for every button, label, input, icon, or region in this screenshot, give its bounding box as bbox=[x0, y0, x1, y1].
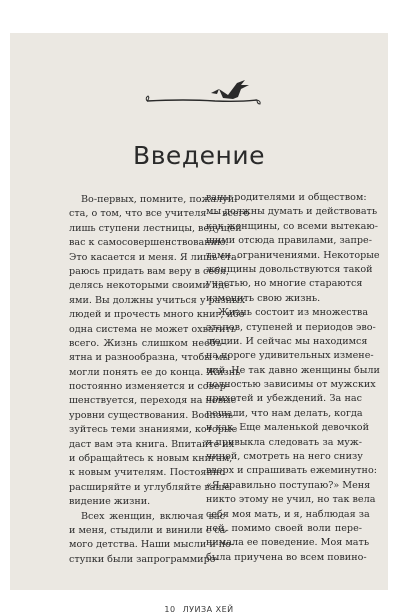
page-number: 10 bbox=[164, 605, 176, 614]
text-line: вверх и спрашивать ежеминутно: bbox=[206, 465, 377, 477]
right-text-column bbox=[206, 191, 380, 565]
text-line: шенствуется, переходя на новые bbox=[69, 395, 237, 407]
text-line: уровни существования. Восполь- bbox=[69, 409, 237, 421]
text-line: Это касается и меня. Я лишь ста- bbox=[69, 251, 240, 263]
text-line: щими отсюда правилами, запре- bbox=[206, 235, 372, 247]
text-line: одна система не может охватить bbox=[69, 323, 236, 335]
text-line: ятна и разнообразна, чтобы мы bbox=[69, 352, 231, 364]
text-line: себя моя мать, и я, наблюдая за bbox=[206, 508, 370, 520]
text-line: мы должны думать и действовать bbox=[206, 206, 378, 218]
text-line: и обращайтесь к новым книгам, bbox=[69, 453, 233, 465]
text-line: как женщины, со всеми вытекаю- bbox=[206, 220, 378, 232]
text-line: вас к самосовершенствованию. bbox=[69, 237, 229, 249]
text-line: чиной, смотреть на него снизу bbox=[206, 451, 363, 463]
text-line: этапов, ступеней и периодов эво- bbox=[206, 321, 376, 333]
page-title: Введение bbox=[133, 141, 265, 170]
text-line: изменить свою жизнь. bbox=[206, 292, 321, 304]
text-line: ступки были запрограммиро- bbox=[69, 553, 219, 565]
text-line: Жизнь состоит из множества bbox=[218, 307, 369, 319]
page-footer bbox=[10, 605, 388, 614]
text-line: раюсь придать вам веру в себя, bbox=[69, 265, 229, 277]
text-line: даст вам эта книга. Впитайте их bbox=[69, 438, 235, 450]
running-author: ЛУИЗА ХЕЙ bbox=[182, 605, 234, 614]
text-line: делясь некоторыми своими иде- bbox=[69, 280, 234, 292]
text-line: люции. И сейчас мы находимся bbox=[206, 335, 368, 347]
text-line: постоянно изменяется и совер- bbox=[69, 381, 230, 393]
text-line: ний. Не так давно женщины были bbox=[206, 364, 380, 376]
text-line: нимала ее поведение. Моя мать bbox=[206, 537, 370, 549]
text-line: решали, что нам делать, когда bbox=[206, 407, 363, 419]
book-page bbox=[10, 33, 388, 614]
text-line: Всех женщин, включая вас bbox=[81, 510, 225, 522]
text-line: прихотей и убеждений. За нас bbox=[206, 393, 362, 405]
text-line: полностью зависимы от мужских bbox=[206, 379, 376, 391]
text-line: мого детства. Наши мысли и по- bbox=[69, 539, 235, 551]
text-line: лишь ступени лестницы, ведущей bbox=[69, 222, 242, 234]
text-line: ями. Вы должны учиться у разных bbox=[69, 294, 246, 306]
text-line: я привыкла следовать за муж- bbox=[206, 436, 362, 448]
swallow-on-branch-icon bbox=[145, 71, 265, 107]
text-line: видение жизни. bbox=[69, 496, 151, 508]
text-line: и как. Еще маленькой девочкой bbox=[206, 422, 369, 434]
text-line: была приучена во всем повино- bbox=[206, 551, 367, 563]
text-line: на пороге удивительных измене- bbox=[206, 350, 374, 362]
text-line: «Я правильно поступаю?» Меня bbox=[206, 479, 371, 491]
left-text-column bbox=[69, 193, 250, 567]
text-line: зуйтесь теми знаниями, которые bbox=[69, 424, 238, 436]
text-line: женщины довольствуются такой bbox=[206, 263, 373, 275]
text-line: и меня, стыдили и винили с са- bbox=[69, 524, 229, 536]
text-line: к новым учителям. Постоянно bbox=[69, 467, 225, 479]
text-line: никто этому не учил, но так вела bbox=[206, 494, 376, 506]
text-line: ней, помимо своей воли пере- bbox=[206, 522, 362, 534]
text-line: всего. Жизнь слишком необъ- bbox=[69, 337, 225, 349]
text-line: ваны родителями и обществом: bbox=[206, 192, 367, 203]
text-line: расширяйте и углубляйте ваше bbox=[69, 481, 231, 493]
text-line: Во-первых, помните, пожалуй- bbox=[81, 194, 238, 205]
text-line: могли понять ее до конца. Жизнь bbox=[69, 366, 241, 378]
text-line: ста, о том, что все учителя — всего bbox=[69, 208, 250, 220]
text-line: участью, но многие стараются bbox=[206, 278, 363, 290]
text-line: тами, ограничениями. Некоторые bbox=[206, 249, 380, 261]
text-line: людей и прочесть много книг, ибо bbox=[69, 309, 245, 321]
